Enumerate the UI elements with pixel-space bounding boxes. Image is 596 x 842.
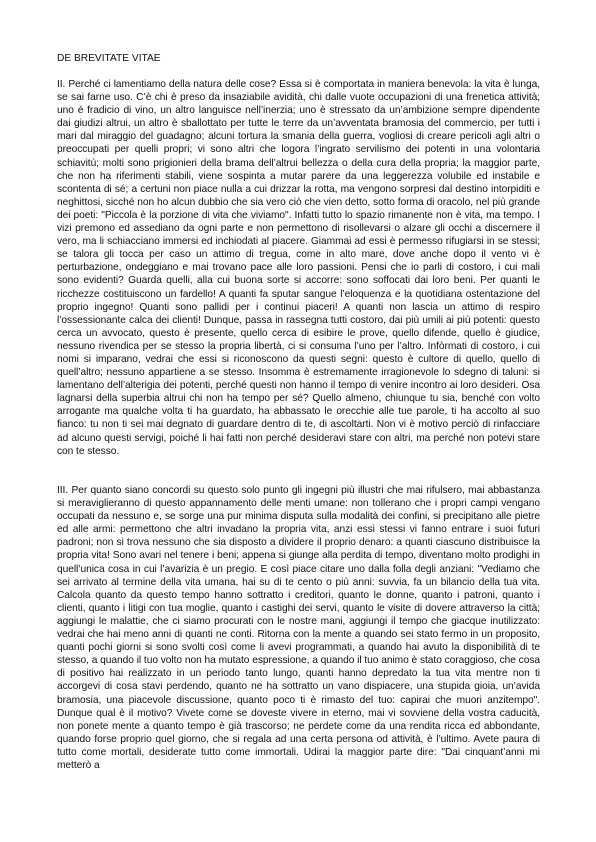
- document-title: DE BREVITATE VITAE: [57, 53, 161, 64]
- paragraph-chapter-ii: II. Perché ci lamentiamo della natura delle cose? Essa si è comportata in maniera benevola: la vita è lunga, se sai farne uso. C’è chi è preso da insaziabile avidità, chi dalle vuote occupazioni di una frenetica attività; uno è fradicio di vino, un altro languisce nell’inerzia; uno è stressato da un’ambizione sempre dipendente dai giudizi altrui, un altro è sballottato per tutte le terre da un’avventata bramosia del commercio, per tutti i mari dal miraggio del guadagno; alcuni tortura la smania della guerra, vogliosi di creare pericoli agli altri o preoccupati per quelli propri; vi sono altri che logora l’ingrato servilismo dei potenti in una volontaria schiavitù; molti sono prigionieri della brama dell’altrui bellezza o della cura della propria; la maggior parte, che non ha riferimenti stabili, viene sospinta a mutar parere da una leggerezza volubile ed instabile e scontenta di sé; a certuni non piace nulla a cui drizzar la rotta, ma vengono sorpresi dal destino intorpiditi e neghittosi, sicché non ho alcun dubbio che sia vero ciò che vien detto, sotto forma di oracolo, nel più grande dei poeti: "Piccola è la porzione di vita che viviamo". Infatti tutto lo spazio rimanente non è vita, ma tempo. I vizi premono ed assediano da ogni parte e non permettono di risollevarsi o alzare gli occhi a discernere il vero, ma li schiacciano immersi ed inchiodati al piacere. Giammai ad essi è permesso rifugiarsi in se stessi; se talora gli tocca per caso un attimo di tregua, come in alto mare, dove anche dopo il vento vi è perturbazione, ondeggiano e mai trovano pace alle loro passioni. Pensi che io parli di costoro, i cui mali sono evidenti? Guarda quelli, alla cui buona sorte si accorre: sono soffocati dai loro beni. Per quanti le ricchezze costituiscono un fardello! A quanti fa sputar sangue l’eloquenza e la quotidiana ostentazione del proprio ingegno! Quanti sono pallidi per i continui piaceri! A quanti non lascia un attimo di respiro l’ossessionante calca dei clienti! Dunque, passa in rassegna tutti costoro, dai più umili ai più potenti: questo cerca un avvocato, questo è presente, quello cerca di esibire le prove, quello difende, quello è giudice, nessuno rivendica per se stesso la propria libertà, ci si consuma l’uno per l’altro. Infòrmati di costoro, i cui nomi si imparano, vedrai che essi si riconoscono da questi segni: questo è cultore di quello, quello di quell’altro; nessuno appartiene a se stesso. Insomma è estremamente irragionevole lo sdegno di taluni: si lamentano dell’alterigia dei potenti, perché questi non hanno il tempo di venire incontro ai loro desideri. Osa lagnarsi della superbia altrui chi non ha tempo per sé? Quello almeno, chiunque tu sia, benché con volto arrogante ma qualche volta ti ha guardato, ha abbassato le orecchie alle tue parole, ti ha accolto al suo fianco: tu non ti sei mai degnato di guardare dentro di te, di ascoltarti. Non vi è motivo perciò di rinfacciare ad alcuno questi servigi, poiché li hai fatti non perché desideravi stare con altri, ma perché non potevi stare con te stesso.: [57, 79, 540, 457]
- paragraph-chapter-iii: III. Per quanto siano concordi su questo solo punto gli ingegni più illustri che mai rifulsero, mai abbastanza si meraviglieranno di questo appannamento delle menti umane: non tollerano che i propri campi vengano occupati da nessuno e, se sorge una pur minima disputa sulla modalità dei confini, si precipitano alle pietre ed alle armi: permettono che altri invadano la propria vita, anzi essi stessi vi fanno entrare i suoi futuri padroni; non si trova nessuno che sia disposto a dividere il proprio denaro: a quanti ciascuno distribuisce la propria vita! Sono avari nel tenere i beni; appena si giunge alla perdita di tempo, diventano molto prodighi in quell’unica cosa in cui l’avarizia è un pregio. E così piace citare uno dalla folla degli anziani: "Vediamo che sei arrivato al termine della vita umana, hai su di te cento o più anni: suvvia, fa un bilancio della tua vita. Calcola quanto da questo tempo hanno sottratto i creditori, quanto le donne, quanto i patroni, quanto i clienti, quanto i litigi con tua moglie, quanto i castighi dei servi, quanto le visite di dovere attraverso la città; aggiungi le malattie, che ci siamo procurati con le nostre mani, aggiungi il tempo che giacque inutilizzato: vedrai che hai meno anni di quanti ne conti. Ritorna con la mente a quando sei stato fermo in un proposito, quanti pochi giorni si sono svolti così come li avevi programmati, a quando hai avuto la disponibilità di te stesso, a quando il tuo volto non ha mutato espressione, a quando il tuo animo è stato coraggioso, che cosa di positivo hai realizzato in un periodo tanto lungo, quanti hanno depredato la tua vita mentre non ti accorgevi di cosa stavi perdendo, quanto ne ha sottratto un vano dispiacere, una stupida gioia, un’avida bramosia, una piacevole discussione, quanto poco ti è rimasto del tuo: capirai che muori anzitempo". Dunque qual è il motivo? Vivete come se doveste vivere in eterno, mai vi sovviene della vostra caducità, non ponete mente a quanto tempo è già trascorso; ne perdete come da una rendita ricca ed abbondante, quando forse proprio quel giorno, che si regala ad una certa persona od attività, è l’ultimo. Avete paura di tutto come mortali, desiderate tutto come immortali. Udirai la maggior parte dire: "Dai cinquant’anni mi metterò a: [57, 485, 540, 771]
